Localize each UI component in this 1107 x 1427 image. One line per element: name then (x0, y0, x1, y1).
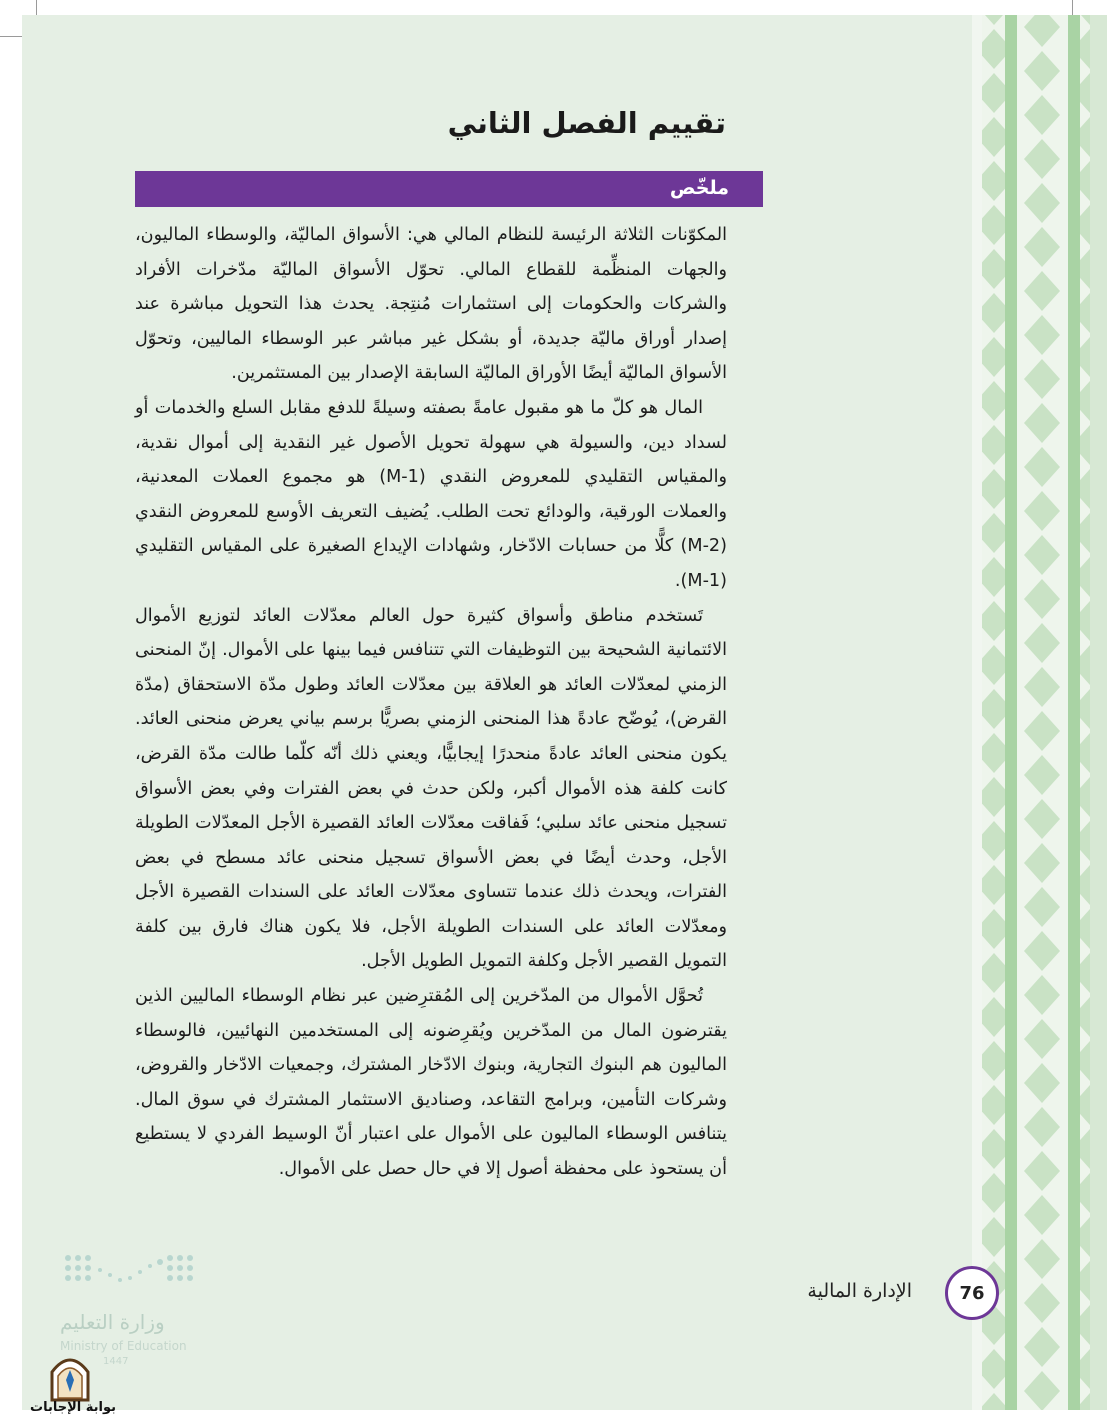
page-edge (972, 15, 982, 1410)
page-number (945, 1266, 999, 1320)
decorative-border-pattern (982, 15, 1107, 1410)
portal-name: بوابة الإجابات (30, 1400, 116, 1415)
paragraph: تَستخدم مناطق وأسواق كثيرة حول العالم معدّلات العائد لتوزيع الأموال الائتمانية الشحيحة بين التوظيفات التي تتنافس فيما بينها على الأموال. إنّ المنحنى الزمني لمعدّلات العائد هو العلاقة بين معدّلات العائد وطول مدّة الاستحقاق (مدّة القرض)، يُوضّح عادةً هذا المنحنى الزمني بصريًّا برسم بياني يعرض منحنى العائد. يكون منحنى العائد عادةً منحدرًا إيجابيًّا، ويعني ذلك أنّه كلّما طالت مدّة القرض، كانت كلفة هذه الأموال أكبر، ولكن حدث في بعض الفترات وفي بعض الأسواق تسجيل منحنى عائد سلبي؛ فَفاقت معدّلات العائد القصيرة الأجل المعدّلات الطويلة الأجل، وحدث أيضًا في بعض الأسواق تسجيل منحنى عائد مسطح في بعض الفترات، ويحدث ذلك عندما تتساوى معدّلات العائد على السندات القصيرة الأجل ومعدّلات العائد على السندات الطويلة الأجل، فلا يكون هناك فارق بين كلفة التمويل القصير الأجل وكلفة التمويل الطويل الأجل. (135, 605, 727, 972)
page-number-text: 76 (959, 1282, 985, 1304)
border-stripe (1068, 15, 1080, 1410)
ministry-year: 1447 (103, 1356, 129, 1367)
ministry-name-en: Ministry of Education (60, 1339, 187, 1353)
border-stripe (1005, 15, 1017, 1410)
book-title: الإدارة المالية (807, 1280, 912, 1302)
section-header-bar (135, 171, 763, 207)
portal-logo-icon (48, 1350, 92, 1402)
ministry-name-ar: وزارة التعليم (60, 1310, 165, 1334)
paragraph: المكوّنات الثلاثة الرئيسة للنظام المالي هي: الأسواق الماليّة، والوسطاء الماليون، والجهات المنظِّمة للقطاع المالي. تحوّل الأسواق الماليّة مدّخرات الأفراد والشركات والحكومات إلى استثمارات مُنتِجة. يحدث هذا التحويل مباشرة عند إصدار أوراق ماليّة جديدة، أو بشكل غير مباشر عبر الوسطاء الماليين، وتحوّل الأسواق الماليّة أيضًا الأوراق الماليّة السابقة الإصدار بين المستثمرين. (135, 225, 727, 384)
page-title: تقييم الفصل الثاني (447, 106, 726, 140)
paragraph: تُحوَّل الأموال من المدّخرين إلى المُقترِضين عبر نظام الوسطاء الماليين الذين يقترضون المال من المدّخرين ويُقرِضونه إلى المستخدمين النهائيين، فالوسطاء الماليون هم البنوك التجارية، وبنوك الادّخار المشترك، وجمعيات الادّخار والقروض، وشركات التأمين، وبرامج التقاعد، وصناديق الاستثمار المشترك في سوق المال. يتنافس الوسطاء الماليون على الأموال على اعتبار أنّ الوسيط الفردي لا يستطيع أن يستحوذ على محفظة أصول إلا في حال حصل على الأموال. (135, 986, 727, 1180)
summary-text (135, 218, 727, 1187)
section-label: ملخّص (669, 177, 729, 199)
border-stripe (1090, 15, 1107, 1410)
ministry-logo-icon (60, 1250, 200, 1300)
paragraph: المال هو كلّ ما هو مقبول عامةً بصفته وسيلةً للدفع مقابل السلع والخدمات أو لسداد دين، والسيولة هي سهولة تحويل الأصول غير النقدية إلى أموال نقدية، والمقياس التقليدي للمعروض النقدي (M-1) هو مجموع العملات المعدنية، والعملات الورقية، والودائع تحت الطلب. يُضيف التعريف الأوسع للمعروض النقدي (M-2) كلًّا من حسابات الادّخار، وشهادات الإيداع الصغيرة على المقياس التقليدي (M-1). (135, 397, 727, 591)
